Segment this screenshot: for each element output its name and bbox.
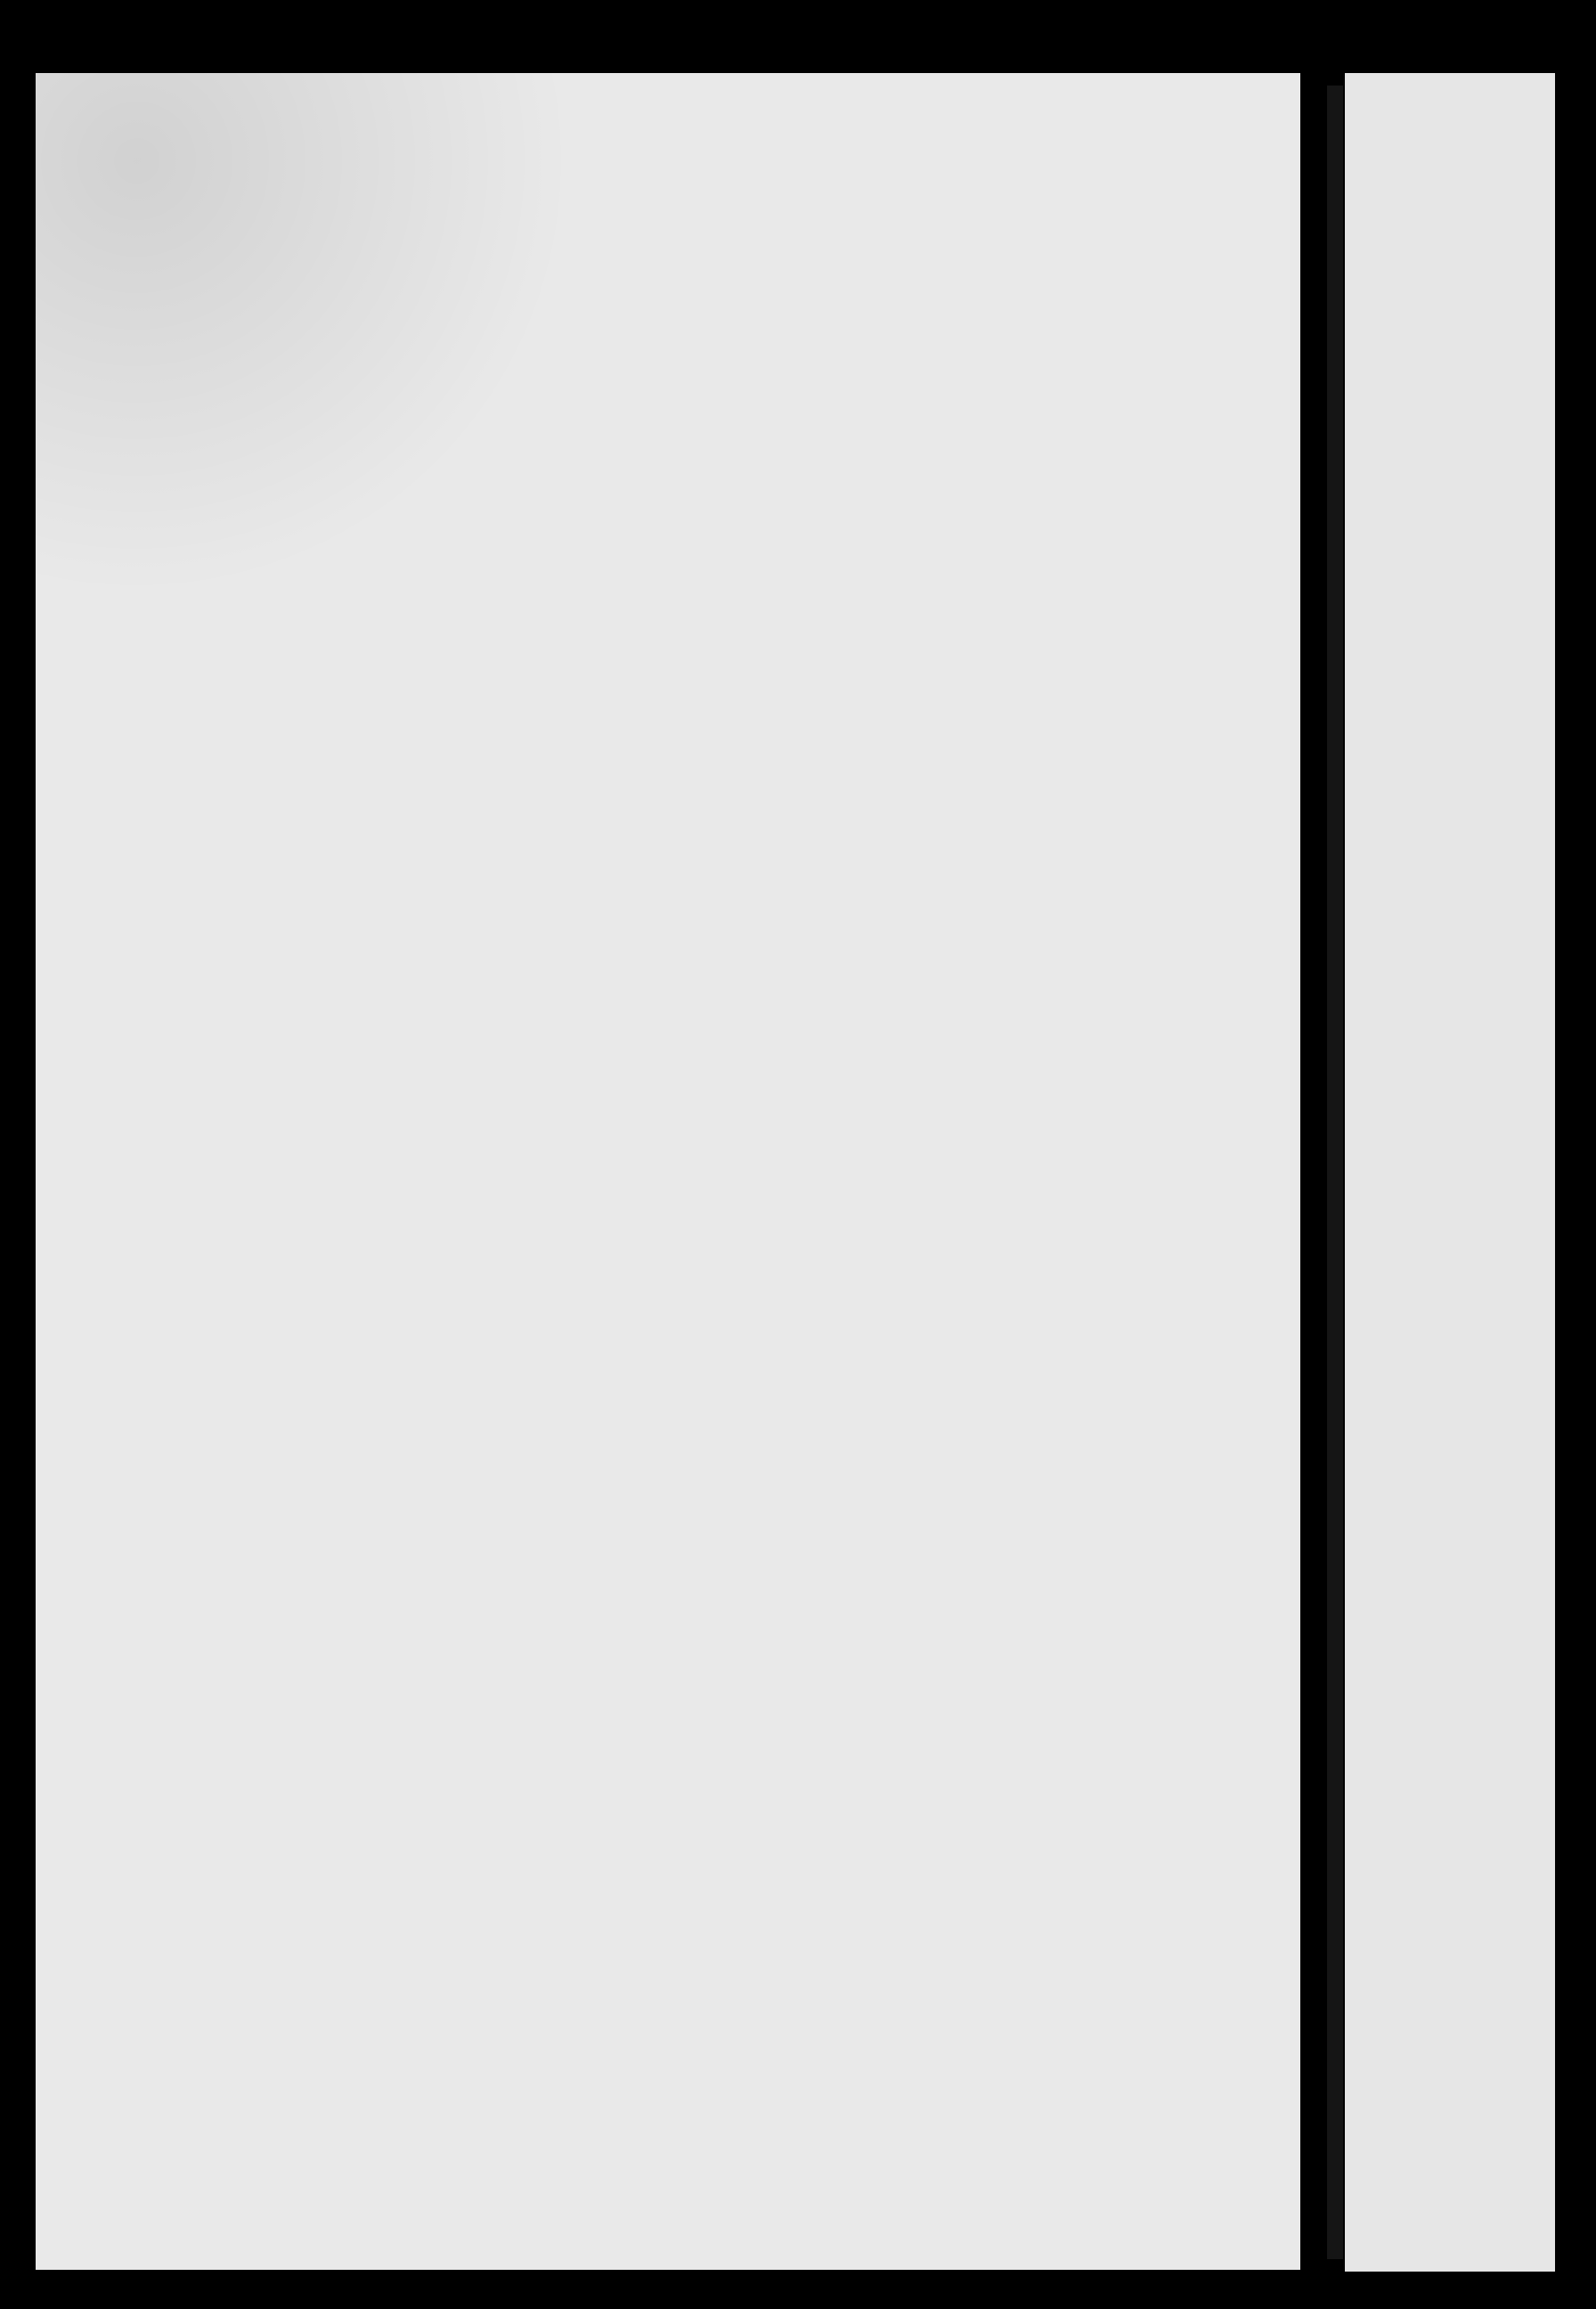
page-sheet	[36, 73, 1300, 2270]
facing-page-margin	[1345, 73, 1555, 2272]
book-binding-shadow	[1327, 86, 1343, 2259]
